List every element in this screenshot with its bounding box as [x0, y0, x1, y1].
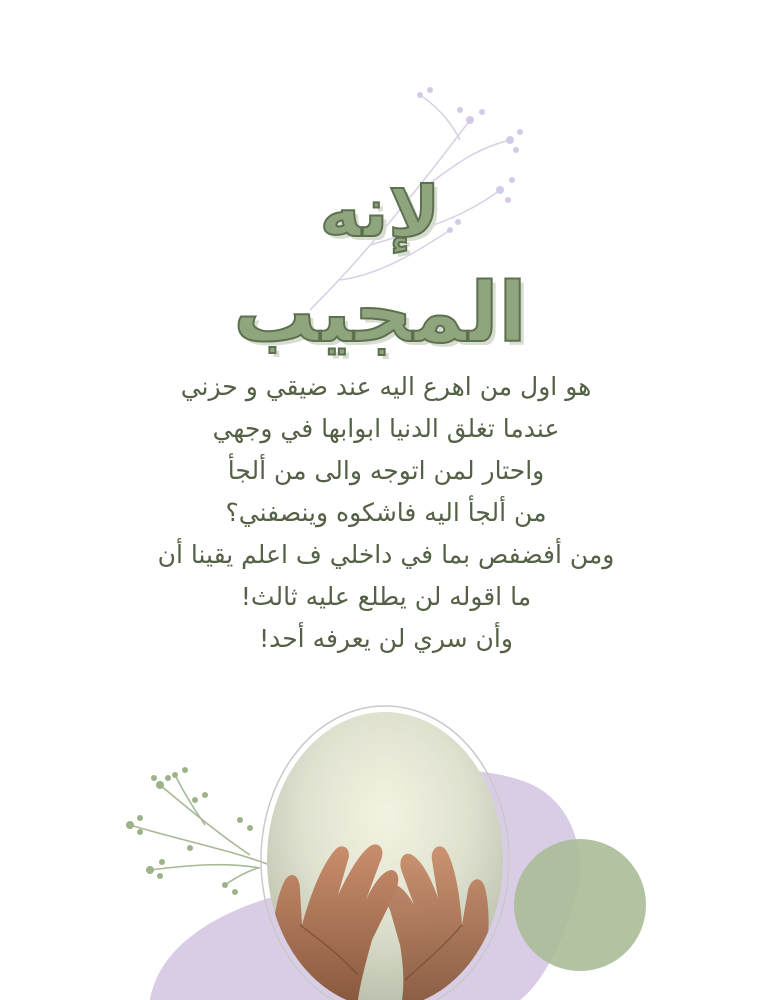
body-line: هو اول من اهرع اليه عند ضيقي و حزني [180, 372, 592, 401]
body-line: من ألجأ اليه فاشكوه وينصفني؟ [225, 498, 547, 527]
title-line-1: لإنه [319, 171, 441, 253]
title-block [220, 80, 540, 361]
bottom-decoration [0, 700, 772, 1000]
title-line-2: المجيب [233, 266, 527, 361]
body-line: ما اقوله لن يطلع عليه ثالث! [240, 582, 532, 611]
body-line: وأن سري لن يعرفه أحد! [259, 624, 513, 653]
body-line: ومن أفضفص بما في داخلي ف اعلم يقينا أن [157, 540, 615, 569]
body-line: واحتار لمن اتوجه والى من ألجأ [227, 456, 545, 485]
praying-hands-icon [261, 706, 509, 1000]
sage-circle-icon [514, 839, 646, 971]
body-line: عندما تغلق الدنيا ابوابها في وجهي [212, 414, 560, 443]
body-text [96, 366, 676, 660]
